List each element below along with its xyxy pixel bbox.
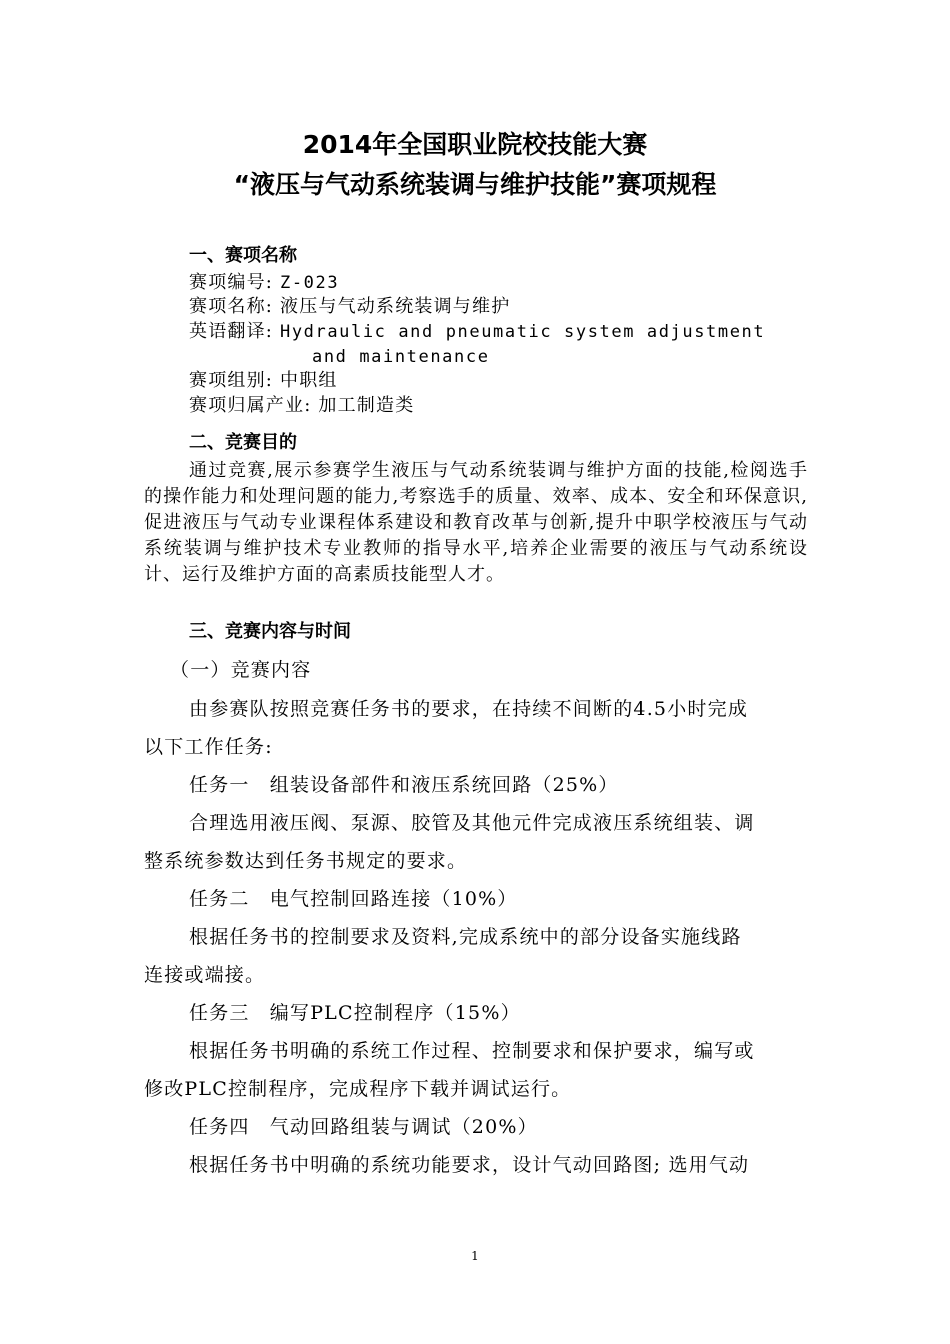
competition-content-subheading: （一）竞赛内容 xyxy=(170,659,312,681)
contest-industry-value: 加工制造类 xyxy=(318,395,415,416)
task-3-line-1: 根据任务书明确的系统工作过程、控制要求和保护要求，编写或 xyxy=(189,1040,755,1062)
competition-purpose-paragraph: 通过竞赛,展示参赛学生液压与气动系统装调与维护方面的技能,检阅选手的操作能力和处理问题的能力,考察选手的质量、效率、成本、安全和环保意识,促进液压与气动专业课程体系建设和教育改革与创新,提升中职学校液压与气动系统装调与维护技术专业教师的指导水平,培养企业需要的液压与气动系统设计、运行及维护方面的高素质技能型人才。 xyxy=(144,460,808,585)
intro-line-2: 以下工作任务: xyxy=(144,736,273,758)
task-1-title: 任务一 组装设备部件和液压系统回路（25%） xyxy=(189,774,619,796)
section-3-heading: 三、竞赛内容与时间 xyxy=(189,621,351,642)
document-title-line-2: “液压与气动系统装调与维护技能”赛项规程 xyxy=(233,170,717,199)
task-2-title: 任务二 电气控制回路连接（10%） xyxy=(189,888,518,910)
english-translation-label: 英语翻译: xyxy=(189,321,274,342)
contest-name-label: 赛项名称: xyxy=(189,296,274,317)
task-2-line-1: 根据任务书的控制要求及资料,完成系统中的部分设备实施线路 xyxy=(189,926,742,948)
english-translation-line-2: and maintenance xyxy=(312,347,490,367)
document-title-line-1: 2014年全国职业院校技能大赛 xyxy=(302,130,648,159)
contest-code-value: Z-023 xyxy=(280,273,340,293)
section-1-heading: 一、赛项名称 xyxy=(189,245,297,266)
task-2-line-2: 连接或端接。 xyxy=(144,964,266,986)
contest-name-value: 液压与气动系统装调与维护 xyxy=(280,296,511,317)
task-1-line-1: 合理选用液压阀、泵源、胶管及其他元件完成液压系统组装、调 xyxy=(189,812,755,834)
task-4-title: 任务四 气动回路组装与调试（20%） xyxy=(189,1116,538,1138)
contest-group-label: 赛项组别: xyxy=(189,370,274,391)
contest-industry-row xyxy=(189,394,414,418)
contest-industry-label: 赛项归属产业: xyxy=(189,395,312,416)
intro-line-1: 由参赛队按照竞赛任务书的要求，在持续不间断的4.5小时完成 xyxy=(189,698,749,720)
contest-group-value: 中职组 xyxy=(280,370,338,391)
english-translation-line-1: Hydraulic and pneumatic system adjustment xyxy=(280,322,766,342)
page-number: 1 xyxy=(471,1249,479,1263)
contest-group-row xyxy=(189,369,338,393)
task-3-title: 任务三 编写PLC控制程序（15%） xyxy=(189,1002,521,1024)
contest-code-row xyxy=(189,271,339,295)
section-2-heading: 二、竞赛目的 xyxy=(189,432,297,453)
contest-code-label: 赛项编号: xyxy=(189,272,274,293)
task-4-line-1: 根据任务书中明确的系统功能要求，设计气动回路图; 选用气动 xyxy=(189,1154,750,1176)
task-1-line-2: 整系统参数达到任务书规定的要求。 xyxy=(144,850,468,872)
task-3-line-2: 修改PLC控制程序，完成程序下载并调试运行。 xyxy=(144,1078,572,1100)
english-translation-row xyxy=(189,320,765,344)
contest-name-row xyxy=(189,295,510,319)
